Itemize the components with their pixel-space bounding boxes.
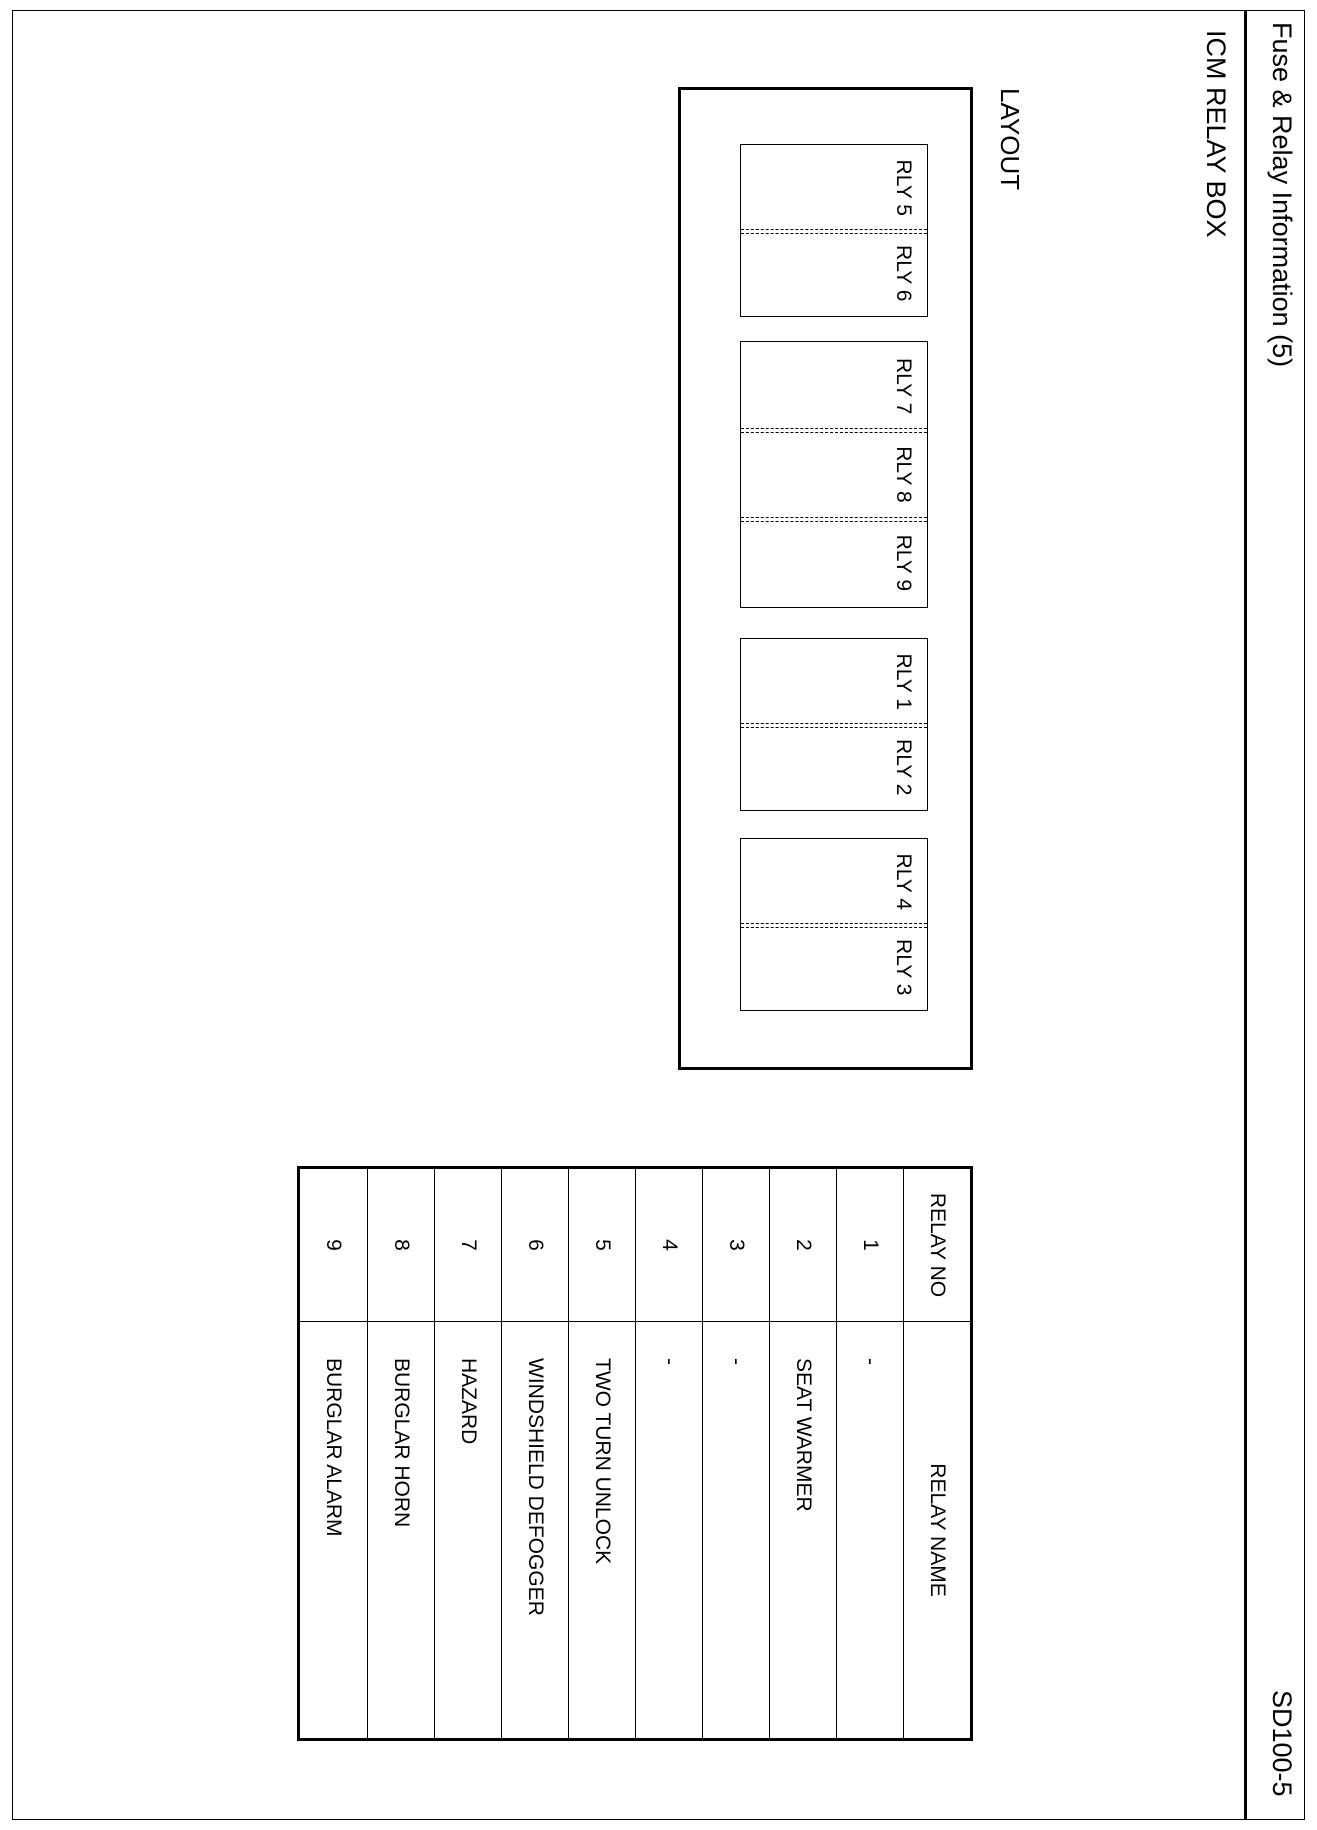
relay-name-cell: - xyxy=(703,1322,770,1740)
relay-slot: RLY 3 xyxy=(741,925,927,1011)
relay-slot: RLY 6 xyxy=(741,231,927,317)
relay-table xyxy=(297,1166,973,1741)
relay-group-4 xyxy=(740,838,928,1011)
relay-slot: RLY 1 xyxy=(892,653,915,710)
relay-no-cell: 4 xyxy=(636,1168,703,1322)
document-code: SD100-5 xyxy=(1267,1690,1297,1797)
relay-name-cell: TWO TURN UNLOCK xyxy=(569,1322,636,1740)
table-row xyxy=(837,1168,904,1740)
relay-no-cell: 7 xyxy=(435,1168,502,1322)
relay-no-cell: 3 xyxy=(703,1168,770,1322)
table-row xyxy=(435,1168,502,1740)
table-header-row xyxy=(904,1168,972,1740)
relay-no-cell: 5 xyxy=(569,1168,636,1322)
header-rule xyxy=(1244,10,1247,1820)
page-title: Fuse & Relay Information (5) xyxy=(1267,22,1297,368)
table-row xyxy=(368,1168,435,1740)
relay-slot: RLY 4 xyxy=(892,853,915,910)
relay-group-3 xyxy=(740,638,928,811)
section-title: ICM RELAY BOX xyxy=(1201,30,1231,238)
table-row xyxy=(299,1168,368,1740)
column-header-relay-no: RELAY NO xyxy=(904,1168,972,1322)
relay-name-cell: - xyxy=(837,1322,904,1740)
relay-name-cell: HAZARD xyxy=(435,1322,502,1740)
relay-no-cell: 9 xyxy=(299,1168,368,1322)
relay-no-cell: 1 xyxy=(837,1168,904,1322)
relay-no-cell: 2 xyxy=(770,1168,837,1322)
table-row xyxy=(703,1168,770,1740)
relay-no-cell: 6 xyxy=(502,1168,569,1322)
relay-slot: RLY 2 xyxy=(741,725,927,811)
relay-no-cell: 8 xyxy=(368,1168,435,1322)
relay-slot: RLY 8 xyxy=(741,430,927,518)
relay-slot: RLY 7 xyxy=(892,357,915,415)
relay-slot: RLY 5 xyxy=(892,159,915,216)
relay-name-cell: SEAT WARMER xyxy=(770,1322,837,1740)
column-header-relay-name: RELAY NAME xyxy=(904,1322,972,1740)
table-row xyxy=(569,1168,636,1740)
relay-name-cell: BURGLAR HORN xyxy=(368,1322,435,1740)
relay-name-cell: WINDSHIELD DEFOGGER xyxy=(502,1322,569,1740)
relay-slot: RLY 9 xyxy=(741,519,927,607)
table-row xyxy=(502,1168,569,1740)
layout-label: LAYOUT xyxy=(995,88,1025,191)
table-row xyxy=(770,1168,837,1740)
relay-group-2 xyxy=(740,341,928,608)
relay-name-cell: - xyxy=(636,1322,703,1740)
table-row xyxy=(636,1168,703,1740)
relay-group-1 xyxy=(740,144,928,317)
relay-name-cell: BURGLAR ALARM xyxy=(299,1322,368,1740)
